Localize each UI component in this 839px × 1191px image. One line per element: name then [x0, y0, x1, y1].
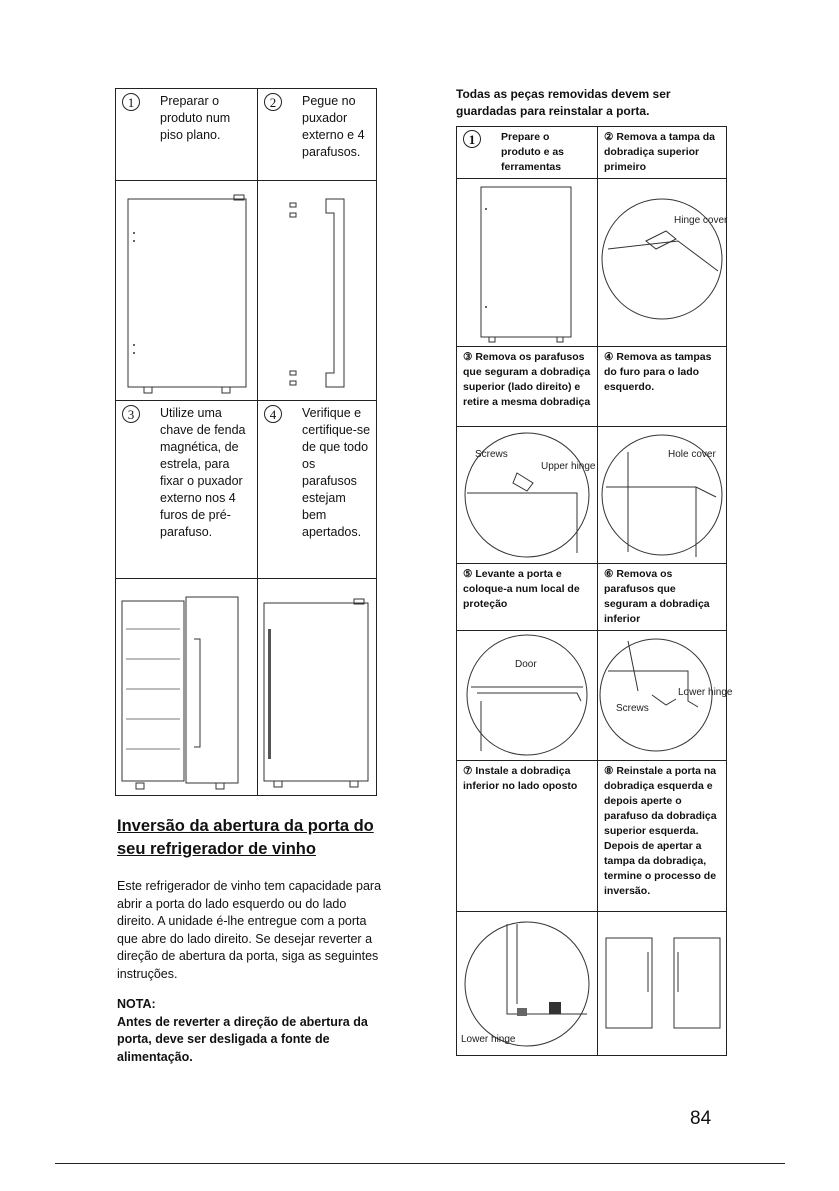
- step-text: Pegue no puxador externo e 4 parafusos.: [302, 94, 365, 159]
- step-4-cell: [598, 347, 727, 427]
- section-heading: Inversão da abertura da porta do seu refrigerador de vinho: [117, 817, 374, 858]
- step-3-cell: [116, 401, 258, 579]
- step-1-cell: [457, 127, 598, 179]
- step-text: Utilize uma chave de fenda magnética, de estrela, para fixar o puxador externo nos 4 furos de pré-parafuso.: [160, 406, 246, 539]
- hinge-cover-image: [598, 179, 727, 347]
- footer-divider: [55, 1163, 785, 1164]
- screws-label: Screws: [616, 703, 649, 714]
- step-number: 3: [122, 405, 140, 423]
- step-text: Reinstale a porta na dobradiça esquerda e depois aperte o parafuso da dobradiça superior esquerda. Depois de apertar a tampa da dobradiça, termine o processo de inversão.: [604, 765, 717, 897]
- step-2-cell: [598, 127, 727, 179]
- step-number: ⑦: [463, 765, 473, 777]
- step-number: ⑥: [604, 568, 614, 580]
- section-paragraph: Este refrigerador de vinho tem capacidade para abrir a porta do lado esquerdo ou do lado direito. A unidade é-lhe entregue com a porta que abre do lado direito. Se desejar reverter a direção de abertura da porta, siga as seguintes instruções.: [117, 879, 382, 981]
- step-text: Remova os parafusos que seguram a dobradiça inferior: [604, 568, 710, 625]
- lower-hinge-label: Lower hinge: [678, 687, 733, 698]
- lower-hinge-screws-image: [598, 631, 733, 761]
- step-number: 2: [264, 93, 282, 111]
- step-6-cell: [598, 564, 727, 631]
- hole-cover-image: [598, 427, 727, 564]
- door-reversal-table: [456, 126, 733, 1056]
- step-text: Remova os parafusos que seguram a dobradiça superior (lado direito) e retire a mesma dobradiça: [463, 351, 591, 408]
- step-1-cell: [116, 89, 258, 181]
- step-text: Levante a porta e coloque-a num local de proteção: [463, 568, 580, 610]
- screws-label: Screws: [475, 449, 508, 460]
- reversed-fridges-image: [598, 912, 727, 1056]
- step-4-cell: [258, 401, 377, 579]
- step-number: 1: [122, 93, 140, 111]
- handle-install-table: [115, 88, 377, 796]
- note-label: NOTA:: [117, 997, 156, 1011]
- note: [117, 996, 387, 1066]
- lower-hinge-label: Lower hinge: [461, 1034, 516, 1045]
- step-number: ⑧: [604, 765, 614, 777]
- step-number: 1: [463, 130, 481, 148]
- fridge-image: [116, 181, 258, 401]
- upper-hinge-label: Upper hinge: [541, 461, 596, 472]
- step-8-cell: [598, 761, 727, 912]
- step-text: Instale a dobradiça inferior no lado oposto: [463, 765, 578, 792]
- lower-hinge-install-image: [457, 912, 598, 1056]
- step-text: Remova a tampa da dobradiça superior primeiro: [604, 131, 715, 173]
- note-text: Antes de reverter a direção de abertura da porta, deve ser desligada a fonte de alimentação.: [117, 1014, 368, 1064]
- step-number: ②: [604, 131, 614, 143]
- step-2-cell: [258, 89, 377, 181]
- step-text: Preparar o produto num piso plano.: [160, 94, 231, 142]
- handle-image: [258, 181, 377, 401]
- door-label: Door: [515, 659, 537, 670]
- removed-parts-note: Todas as peças removidas devem ser guardadas para reinstalar a porta.: [456, 87, 671, 118]
- upper-hinge-screws-image: [457, 427, 598, 564]
- fridge-finished-image: [258, 579, 377, 796]
- hinge-cover-label: Hinge cover: [674, 215, 728, 226]
- fridge-open-door-image: [116, 579, 258, 796]
- step-3-cell: [457, 347, 598, 427]
- fridge-image: [457, 179, 598, 347]
- step-number: ④: [604, 351, 614, 363]
- step-number: ⑤: [463, 568, 473, 580]
- page-number: 84: [690, 1108, 712, 1129]
- step-7-cell: [457, 761, 598, 912]
- step-number: ③: [463, 351, 473, 363]
- hole-cover-label: Hole cover: [668, 449, 716, 460]
- door-lift-image: [457, 631, 598, 761]
- step-number: 4: [264, 405, 282, 423]
- step-text: Remova as tampas do furo para o lado esquerdo.: [604, 351, 712, 393]
- step-text: Prepare o produto e as ferramentas: [501, 131, 565, 173]
- step-text: Verifique e certifique-se de que todo os parafusos estejam bem apertados.: [302, 406, 371, 539]
- step-5-cell: [457, 564, 598, 631]
